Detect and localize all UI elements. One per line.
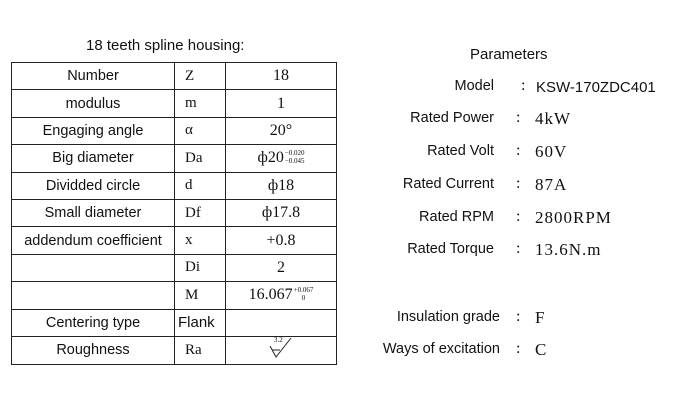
parameter-colon: : — [516, 142, 521, 159]
parameter-name-cell: Small diameter — [12, 199, 175, 226]
parameter-colon: : — [516, 240, 521, 257]
value-text: ф20 — [257, 149, 284, 167]
parameter-colon: : — [516, 208, 521, 225]
symbol-cell: Di — [175, 254, 226, 281]
parameter-name-cell: Big diameter — [12, 145, 175, 172]
tolerance — [294, 286, 314, 302]
value-cell — [226, 145, 337, 172]
value-text: +0.8 — [266, 231, 296, 249]
parameter-value: 60V — [535, 142, 568, 161]
parameter-name-cell: modulus — [12, 90, 175, 117]
table-row — [12, 63, 337, 90]
tolerance-lower: −0.045 — [284, 157, 305, 166]
parameter-name-cell: Centering type — [12, 309, 175, 336]
parameter-name-cell: Roughness — [12, 336, 175, 364]
parameter-name-cell: Dividded circle — [12, 172, 175, 199]
spline-housing-table — [11, 62, 337, 365]
symbol-cell: Z — [175, 63, 226, 90]
symbol-cell: M — [175, 282, 226, 309]
parameter-colon: : — [516, 308, 521, 325]
value-cell — [226, 309, 337, 336]
parameter-label: Ways of excitation — [382, 341, 500, 357]
symbol-cell: Da — [175, 145, 226, 172]
table-row — [12, 199, 337, 226]
parameter-colon: : — [516, 340, 521, 357]
symbol-cell: α — [175, 117, 226, 144]
value-cell — [226, 282, 337, 309]
roughness-value: 3.2 — [274, 336, 283, 344]
table-row — [12, 254, 337, 281]
parameter-value: 4kW — [535, 109, 572, 128]
parameter-label: Rated Volt — [427, 143, 494, 159]
parameter-name-cell: Engaging angle — [12, 117, 175, 144]
table-row — [12, 227, 337, 254]
spline-table-title: 18 teeth spline housing: — [86, 37, 245, 54]
table-row — [12, 145, 337, 172]
parameter-name-cell — [12, 254, 175, 281]
parameter-label: Model — [454, 78, 494, 94]
value-cell — [226, 172, 337, 199]
parameter-value: 87A — [535, 175, 568, 194]
value-cell — [226, 199, 337, 226]
table-row — [12, 336, 337, 364]
value-text: 1 — [277, 94, 285, 112]
parameter-label: Insulation grade — [396, 309, 500, 325]
symbol-cell: m — [175, 90, 226, 117]
value-cell — [226, 254, 337, 281]
parameter-value: 13.6N.m — [535, 240, 602, 259]
parameter-colon: : — [516, 175, 521, 192]
parameter-name-cell: Number — [12, 63, 175, 90]
symbol-cell: d — [175, 172, 226, 199]
tolerance-upper: +0.067 — [293, 286, 314, 295]
tolerance-lower: 0 — [301, 294, 306, 303]
table-row — [12, 90, 337, 117]
value-cell — [226, 90, 337, 117]
parameters-title: Parameters — [470, 46, 548, 63]
table-row — [12, 309, 337, 336]
value-cell — [226, 227, 337, 254]
parameter-name-cell: addendum coefficient — [12, 227, 175, 254]
symbol-cell: Df — [175, 199, 226, 226]
parameter-label: Rated Torque — [407, 241, 494, 257]
value-text: 2 — [277, 258, 285, 276]
value-text: 20° — [269, 121, 293, 139]
parameter-label: Rated Current — [402, 176, 494, 192]
table-row — [12, 172, 337, 199]
value-cell — [226, 336, 337, 364]
parameter-label: Rated Power — [410, 110, 494, 126]
parameter-value: KSW-170ZDC401 — [536, 79, 656, 96]
parameter-colon: : — [521, 77, 526, 94]
roughness-symbol-icon — [267, 337, 295, 359]
value-text: 18 — [273, 67, 289, 85]
parameter-value: 2800RPM — [535, 208, 612, 227]
parameter-label: Rated RPM — [419, 209, 494, 225]
value-text: 16.067 — [248, 286, 293, 304]
symbol-cell: Ra — [175, 336, 226, 364]
parameter-value: F — [535, 308, 546, 327]
parameter-colon: : — [516, 109, 521, 126]
parameter-value: C — [535, 340, 548, 359]
tolerance-upper: −0.020 — [284, 149, 305, 158]
value-text: ф18 — [267, 176, 295, 194]
value-text: ф17.8 — [261, 204, 301, 222]
value-cell — [226, 63, 337, 90]
symbol-cell: x — [175, 227, 226, 254]
table-row — [12, 282, 337, 309]
value-cell — [226, 117, 337, 144]
symbol-cell: Flank — [175, 309, 226, 336]
tolerance — [285, 149, 305, 165]
parameter-name-cell — [12, 282, 175, 309]
table-row — [12, 117, 337, 144]
